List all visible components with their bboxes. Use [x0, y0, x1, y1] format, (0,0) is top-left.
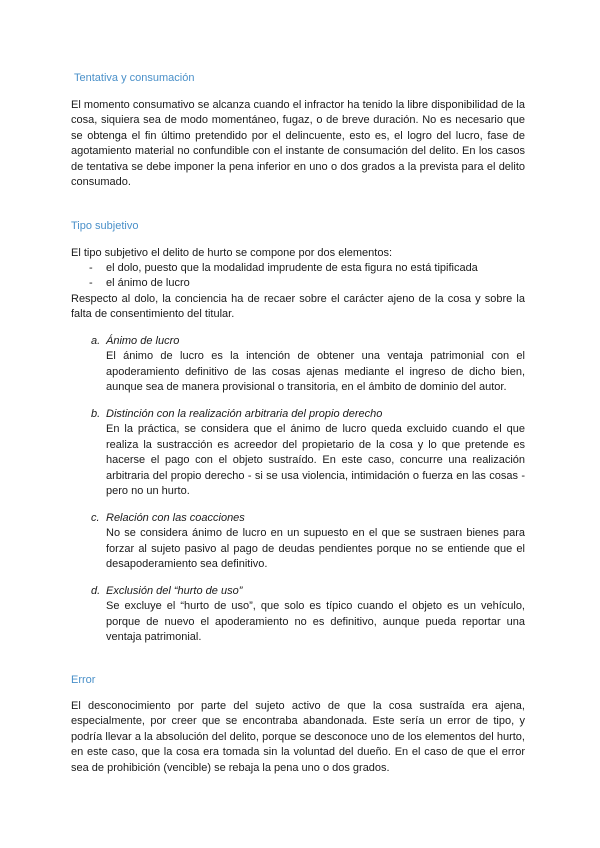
item-body: El ánimo de lucro es la intención de obtener una ventaja patrimonial con el apoderamiento definitivo de las cosas ajenas mediante el ingreso de dicho bien, aunque sea de manera provisional o transitoria, en el ámbito de dominio del autor.: [106, 350, 525, 394]
list-item-text: el dolo, puesto que la modalidad imprudente de esta figura no está tipificada: [106, 262, 478, 274]
item-letter: b.: [91, 408, 101, 420]
intro-tipo-subjetivo: El tipo subjetivo el delito de hurto se compone por dos elementos:: [71, 247, 393, 259]
item-title-text: Exclusión del “hurto de uso”: [106, 585, 243, 597]
item-title: [91, 407, 525, 422]
item-title: [91, 584, 525, 599]
elements-list: [71, 261, 478, 292]
item-title-text: Distinción con la realización arbitraria del propio derecho: [106, 408, 383, 420]
item-coacciones: [91, 511, 525, 573]
dash-marker: -: [89, 277, 93, 290]
paragraph-tentativa: El momento consumativo se alcanza cuando el infractor ha tenido la libre disponibilidad de la cosa, siquiera sea de modo momentáneo, fugaz, o de breve duración. No es necesario que se obtenga el fin último pretendido por el delincuente, esto es, el logro del lucro, fase de agotamiento material no confundible con el instante de consumación del delito. En los casos de tentativa se debe imponer la pena inferior en uno o dos grados a la prevista para el delito consumado.: [71, 99, 525, 189]
heading-tentativa: Tentativa y consumación: [74, 72, 195, 84]
item-letter: c.: [91, 512, 100, 524]
item-letter: d.: [91, 585, 101, 597]
item-body: No se considera ánimo de lucro en un supuesto en el que se sustraen bienes para forzar al sujeto pasivo al pago de deudas pendientes porque no se entiende que el desapoderamiento sea definitivo.: [106, 527, 525, 571]
dash-marker: -: [89, 262, 93, 274]
item-body: Se excluye el “hurto de uso”, que solo es típico cuando el objeto es un vehículo, porque de nuevo el apoderamiento no es definitivo, aunque pueda reportar una ventaja patrimonial.: [106, 600, 525, 644]
paragraph-dolo: Respecto al dolo, la conciencia ha de recaer sobre el carácter ajeno de la cosa y sobre la falta de consentimiento del titular.: [71, 293, 525, 321]
heading-error: Error: [71, 674, 96, 686]
list-item: [71, 276, 478, 291]
item-body: En la práctica, se considera que el ánimo de lucro queda excluido cuando el que realiza la sustracción es acreedor del propietario de la cosa y lo que pretende es hacerse el pago con el objeto sustraído. En este caso, concurre una realización arbitraria del propio derecho - si se usa violencia, intimidación o fuerza en las cosas - pero no un hurto.: [106, 423, 525, 498]
paragraph-error: El desconocimiento por parte del sujeto activo de que la cosa sustraída era ajena, especialmente, por creer que se encontraba abandonada. Este sería un error de tipo, y podría llevar a la absolución del delito, porque se desconoce uno de los elementos del hurto, en este caso, que la cosa era tomada sin la voluntad del dueño. En el caso de que el error sea de prohibición (vencible) se rebaja la pena uno o dos grados.: [71, 700, 525, 774]
list-item-text: el ánimo de lucro: [106, 277, 190, 290]
list-item: [71, 261, 478, 276]
item-title: [91, 334, 525, 349]
item-title: [91, 511, 525, 526]
item-animo-de-lucro: [91, 334, 525, 396]
item-distincion: [91, 407, 525, 499]
item-letter: a.: [91, 335, 101, 347]
item-title-text: Ánimo de lucro: [106, 335, 180, 347]
item-title-text: Relación con las coacciones: [106, 512, 245, 524]
heading-tipo-subjetivo: Tipo subjetivo: [71, 220, 139, 232]
item-hurto-de-uso: [91, 584, 525, 646]
